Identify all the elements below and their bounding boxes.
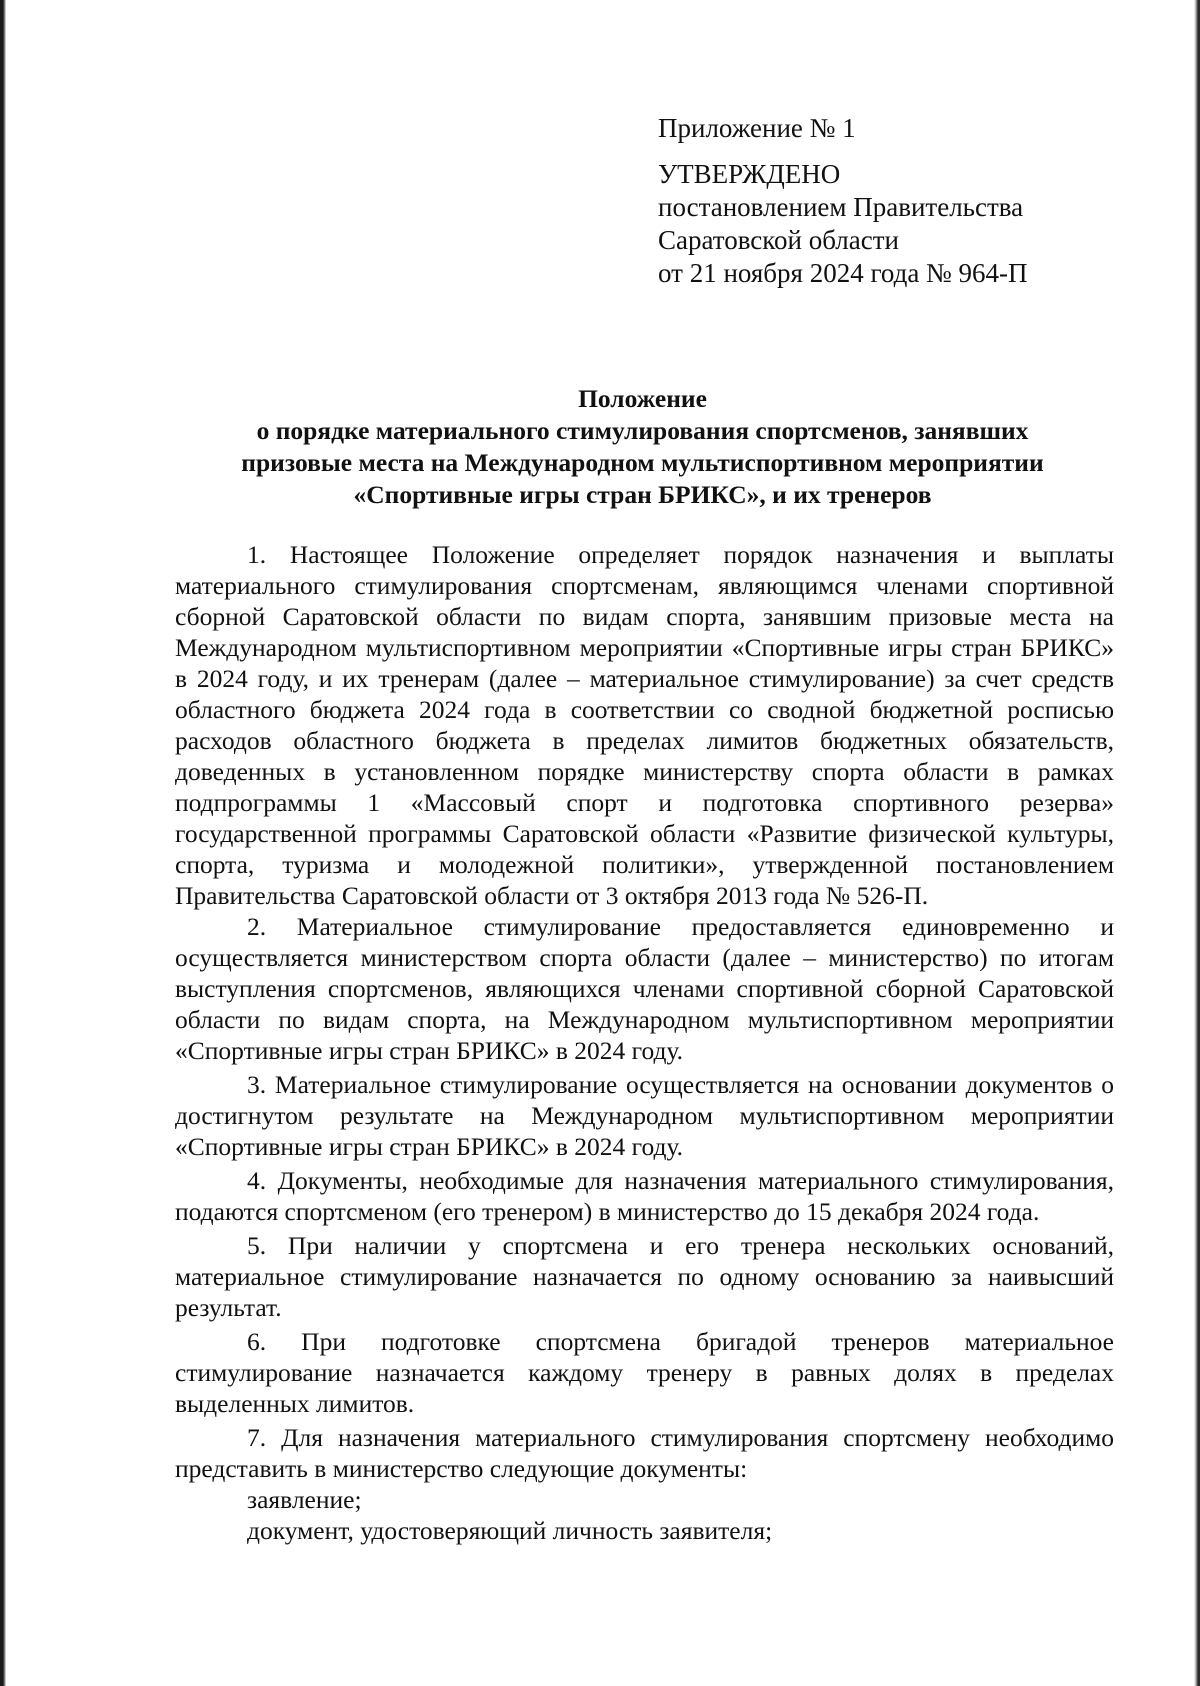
scan-edge-right [1194, 0, 1200, 1686]
appendix-number: Приложение № 1 [658, 113, 856, 143]
document-title [170, 383, 1115, 511]
paragraph-5: 5. При наличии у спортсмена и его тренера нескольких оснований, материальное стимулирование назначается по одному основанию за наивысший результат. [175, 1231, 1114, 1322]
list-item: заявление; [247, 1485, 362, 1514]
approved-by-line: от 21 ноября 2024 года № 964-П [658, 258, 1028, 288]
paragraph-1: 1. Настоящее Положение определяет порядок назначения и выплаты материального стимулирования спортсменам, являющимся членами спортивной сборной Саратовской области по видам спорта, занявшим призовые места на Международном мультиспортивном мероприятии «Спортивные игры стран БРИКС» в 2024 году, и их тренерам (далее – материальное стимулирование) за счет средств областного бюджета 2024 года в соответствии со сводной бюджетной росписью расходов областного бюджета в пределах лимитов бюджетных обязательств, доведенных в установленном порядке министерству спорта области в рамках подпрограммы 1 «Массовый спорт и подготовка спортивного резерва» государственной программы Саратовской области «Развитие физической культуры, спорта, туризма и молодежной политики», утвержденной постановлением Правительства Саратовской области от 3 октября 2013 года № 526-П. [175, 540, 1114, 910]
paragraph-6: 6. При подготовке спортсмена бригадой тренеров материальное стимулирование назначается каждому тренеру в равных долях в пределах выделенных лимитов. [175, 1327, 1114, 1418]
paragraph-3: 3. Материальное стимулирование осуществляется на основании документов о достигнутом результате на Международном мультиспортивном мероприятии «Спортивные игры стран БРИКС» в 2024 году. [175, 1070, 1114, 1161]
approval-block [658, 112, 1108, 290]
approved-by-line: постановлением Правительства [658, 192, 1024, 222]
paragraph-2: 2. Материальное стимулирование предоставляется единовременно и осуществляется министерством спорта области (далее – министерство) по итогам выступления спортсменов, являющихся членами спортивной сборной Саратовской области по видам спорта, на Международном мультиспортивном мероприятии «Спортивные игры стран БРИКС» в 2024 году. [175, 912, 1114, 1065]
paragraph-4: 4. Документы, необходимые для назначения материального стимулирования, подаются спортсменом (его тренером) в министерство до 15 декабря 2024 года. [175, 1166, 1114, 1226]
approved-label: УТВЕРЖДЕНО [658, 159, 841, 189]
document-body [175, 539, 1114, 1546]
approved-by-line: Саратовской области [658, 225, 899, 255]
title-line: призовые места на Международном мультиспортивном мероприятии [241, 448, 1044, 477]
scan-edge-left [0, 0, 6, 1686]
paragraph-7: 7. Для назначения материального стимулирования спортсмену необходимо представить в министерство следующие документы: [175, 1423, 1114, 1483]
title-line: о порядке материального стимулирования спортсменов, занявших [256, 416, 1029, 445]
list-item: документ, удостоверяющий личность заявителя; [247, 1516, 773, 1545]
title-line: Положение [578, 384, 707, 413]
title-line: «Спортивные игры стран БРИКС», и их тренеров [353, 480, 932, 509]
